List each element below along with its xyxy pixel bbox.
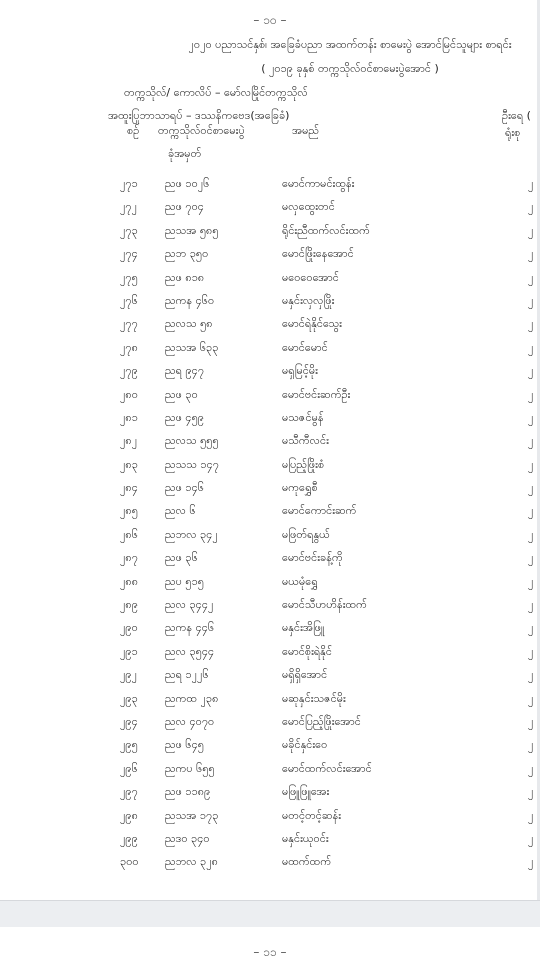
table-row [0, 434, 540, 457]
row-name: မောင်သီဟဟိန်းထက် [282, 598, 367, 612]
row-number: ၂၇၅ [120, 270, 138, 284]
row-name: မောင်ပြည့်ဖြိုးအောင် [282, 714, 361, 728]
row-number: ၂၉၇ [120, 785, 138, 799]
table-row [0, 809, 540, 832]
row-exam-number: ညဖ ၈၁၈ [165, 270, 205, 284]
row-number: ၂၉၈ [120, 808, 138, 822]
row-name: မောင်ဗင်းဆက်ဦး [282, 387, 351, 401]
count-label: ဦးရေ ( [502, 109, 531, 122]
table-row [0, 528, 540, 551]
row-exam-number: ညဖ ၁၁၈၉ [165, 785, 211, 799]
row-name: မလှထွေးတင် [282, 200, 335, 214]
row-exam-number: ညလသ ၅၅၅ [165, 434, 219, 448]
row-name: မခိုင်နှင်းဝေ [282, 738, 328, 752]
table-row [0, 411, 540, 434]
row-number: ၂၈၉ [120, 598, 138, 612]
row-name: မောင်စိုးရဲနိုင် [282, 644, 332, 658]
table-row [0, 504, 540, 527]
row-name: မဆုနှင်းသဇင်မိုး [282, 691, 346, 705]
row-last: ၂ [528, 644, 534, 658]
row-number: ၂၈၆ [120, 527, 138, 541]
row-name: မဖြူဖြူအေး [282, 785, 330, 799]
row-last: ၂ [528, 457, 534, 471]
row-name: မဖြတ်ရနွယ် [282, 527, 330, 541]
row-exam-number: ညလ ၄၀၇၀ [165, 714, 215, 728]
row-exam-number: ညဖ ၃၀ [165, 387, 198, 401]
column-header-exam-no: တက္ကသိုလ်ဝင်စာမေးပွဲ [158, 124, 245, 137]
row-name: မသီကီလင်း [282, 434, 329, 448]
row-exam-number: ညရ ၁၂၂၆ [165, 668, 209, 682]
row-number: ၂၇၂ [120, 200, 137, 214]
row-last: ၂ [528, 387, 534, 401]
page-number-top: – ၁၀ – [253, 13, 287, 27]
row-last: ၂ [528, 668, 534, 682]
row-number: ၂၈၅ [120, 504, 138, 518]
table-row [0, 458, 540, 481]
table-row [0, 575, 540, 598]
row-name: ရိုင်းညီထက်လင်းထက် [282, 223, 370, 237]
table-row [0, 224, 540, 247]
row-name: မရှိရှိအောင် [282, 668, 328, 682]
row-number: ၂၉၄ [120, 714, 138, 728]
row-number: ၂၈၀ [120, 387, 138, 401]
row-last: ၂ [528, 270, 534, 284]
table-row [0, 738, 540, 761]
row-name: မပြည့်ဖြိုးစံ [282, 457, 325, 471]
table-row [0, 692, 540, 715]
row-number: ၂၉၃ [120, 691, 138, 705]
row-exam-number: ညသအ ၅၈၅ [165, 223, 219, 237]
table-row [0, 364, 540, 387]
row-last: ၂ [528, 364, 534, 378]
row-last: ၂ [528, 855, 534, 869]
column-header-no: စဉ် [127, 124, 140, 137]
table-row [0, 762, 540, 785]
row-exam-number: ညဖ ၁၄၆ [165, 481, 204, 495]
table-row [0, 481, 540, 504]
row-number: ၂၈၄ [120, 481, 138, 495]
row-last: ၂ [528, 598, 534, 612]
row-name: မောင်ဖြိုးနေအောင် [282, 247, 354, 261]
row-number: ၃၀၀ [120, 855, 139, 869]
column-header-last: ရုံးစု [505, 126, 521, 139]
row-exam-number: ညသသ ၁၄၇ [165, 457, 219, 471]
document-title-line-1: ၂၀၂၀ ပညာသင်နှစ်၊ အခြေခံပညာ အထက်တန်း စာမေးပွဲ အောင်မြင်သူများ စာရင်း [188, 38, 512, 51]
row-name: မောင်ကာမင်းထွန်း [282, 177, 355, 190]
row-exam-number: ညဖ ၇၀၄ [165, 200, 204, 214]
row-name: မကုရွှေစီ [282, 481, 318, 495]
row-exam-number: ညကန ၄၄၆ [165, 621, 215, 635]
row-exam-number: ညသအ ၁၇၃ [165, 808, 219, 822]
table-row [0, 200, 540, 223]
row-exam-number: ညဖ ၁၀၂၆ [165, 177, 210, 190]
row-last: ၂ [528, 223, 534, 237]
row-name: မနှင်းလှလှဖြိုး [282, 293, 335, 307]
row-exam-number: ညလသ ၅၈ [165, 317, 213, 331]
row-number: ၂၉၆ [120, 761, 138, 775]
column-header-name: အမည် [292, 124, 320, 137]
row-exam-number: ညဖ ၄၅၉ [165, 410, 204, 424]
row-last: ၂ [528, 200, 534, 214]
row-last: ၂ [528, 527, 534, 541]
row-name: မဝေဝေအောင် [282, 270, 339, 284]
table-row [0, 668, 540, 691]
table-row [0, 271, 540, 294]
row-last: ၂ [528, 785, 534, 799]
row-exam-number: ညပ ၅၁၅ [165, 574, 204, 588]
row-name: မရှမြင့်မိုး [282, 364, 318, 378]
row-last: ၂ [528, 317, 534, 331]
row-name: မောင်ကောင်းဆက် [282, 504, 357, 518]
row-number: ၂၈၂ [120, 434, 138, 448]
row-name: မောင်ဗင်းခန့်ကို [282, 551, 343, 565]
row-number: ၂၈၇ [120, 551, 138, 565]
row-last: ၂ [528, 504, 534, 518]
table-row [0, 317, 540, 340]
row-last: ၂ [528, 831, 534, 845]
row-last: ၂ [528, 808, 534, 822]
page-break-gap [0, 900, 540, 928]
table-row [0, 832, 540, 855]
row-exam-number: ညဖ ၃၆ [165, 551, 198, 565]
row-exam-number: ညလ ၃၄၄၂ [165, 598, 214, 612]
row-last: ၂ [528, 410, 534, 424]
row-name: မောင်ထက်လင်းအောင် [282, 761, 372, 775]
table-row [0, 785, 540, 808]
table-row [0, 341, 540, 364]
table-row [0, 177, 540, 200]
row-number: ၂၇၁ [120, 177, 138, 190]
row-number: ၂၈၃ [120, 457, 138, 471]
row-last: ၂ [528, 738, 534, 752]
row-name: မောင်မောင် [282, 340, 328, 354]
row-name: မတင့်တင့်ဆန်း [282, 808, 342, 822]
row-exam-number: ညလ ၆ [165, 504, 196, 518]
row-name: မယမုံရွှေ [282, 574, 318, 588]
row-name: မထက်ထက် [282, 855, 332, 869]
row-number: ၂၈၁ [120, 410, 138, 424]
table-row [0, 715, 540, 738]
row-number: ၂၈၈ [120, 574, 138, 588]
row-last: ၂ [528, 691, 534, 705]
table-row [0, 294, 540, 317]
row-number: ၂၉၂ [120, 668, 137, 682]
row-number: ၂၉၀ [120, 621, 138, 635]
row-exam-number: ညရ ၉၄၇ [165, 364, 205, 378]
row-last: ၂ [528, 574, 534, 588]
row-last: ၂ [528, 177, 534, 190]
row-name: မောင်ရဲနိုင်သွေး [282, 317, 342, 331]
row-last: ၂ [528, 551, 534, 565]
table-row [0, 598, 540, 621]
table-row [0, 551, 540, 574]
row-exam-number: ညကပ ၆၅၅ [165, 761, 215, 775]
row-last: ၂ [528, 340, 534, 354]
row-last: ၂ [528, 621, 534, 635]
row-exam-number: ညသအ ၆၃၃ [165, 340, 219, 354]
results-list [0, 177, 540, 879]
row-number: ၂၉၅ [120, 738, 138, 752]
row-last: ၂ [528, 761, 534, 775]
row-name: မနှင်းယုဝင်း [282, 831, 329, 845]
row-exam-number: ညဘ ၃၅၀ [165, 247, 209, 261]
table-row [0, 247, 540, 270]
row-number: ၂၇၇ [120, 317, 138, 331]
row-number: ၂၇၄ [120, 247, 138, 261]
row-number: ၂၉၁ [120, 644, 138, 658]
document-title-line-2: ( ၂၀၁၉ ခုနှစ် တက္ကသိုလ်ဝင်စာမေးပွဲအောင် ) [261, 62, 439, 75]
row-number: ၂၇၃ [120, 223, 138, 237]
row-last: ၂ [528, 247, 534, 261]
row-name: မနှင်းအိဖြူ [282, 621, 325, 635]
row-number: ၂၇၈ [120, 340, 138, 354]
row-exam-number: ညလ ၃၅၄၄ [165, 644, 215, 658]
row-exam-number: ညဖ ၆၄၅ [165, 738, 204, 752]
row-exam-number: ညကထ ၂၃၈ [165, 691, 219, 705]
row-number: ၂၉၉ [120, 831, 138, 845]
row-number: ၂၇၆ [120, 293, 138, 307]
table-row [0, 645, 540, 668]
row-last: ၂ [528, 293, 534, 307]
column-header-exam-no-line2: ခုံအမှတ် [168, 147, 202, 160]
row-last: ၂ [528, 714, 534, 728]
row-exam-number: ညကန ၄၆၀ [165, 293, 215, 307]
row-name: မသဇင်မွန် [282, 410, 324, 424]
table-row [0, 621, 540, 644]
subject-line: အထူးပြုဘာသာရပ် – ဒဿနိကဗေဒ(အခြေခံ) [108, 109, 290, 122]
row-last: ၂ [528, 481, 534, 495]
row-exam-number: ညဘလ ၃၄၂ [165, 527, 218, 541]
row-exam-number: ညဒဝ ၃၄၀ [165, 831, 210, 845]
row-last: ၂ [528, 434, 534, 448]
page-number-bottom: – ၁၁ – [253, 945, 287, 959]
table-row [0, 855, 540, 878]
university-line: တက္ကသိုလ်/ ကောလိပ် – မော်လမြိုင်တက္ကသိုလ် [124, 86, 308, 99]
row-exam-number: ညဘလ ၃၂၈ [165, 855, 218, 869]
table-row [0, 388, 540, 411]
row-number: ၂၇၉ [120, 364, 138, 378]
